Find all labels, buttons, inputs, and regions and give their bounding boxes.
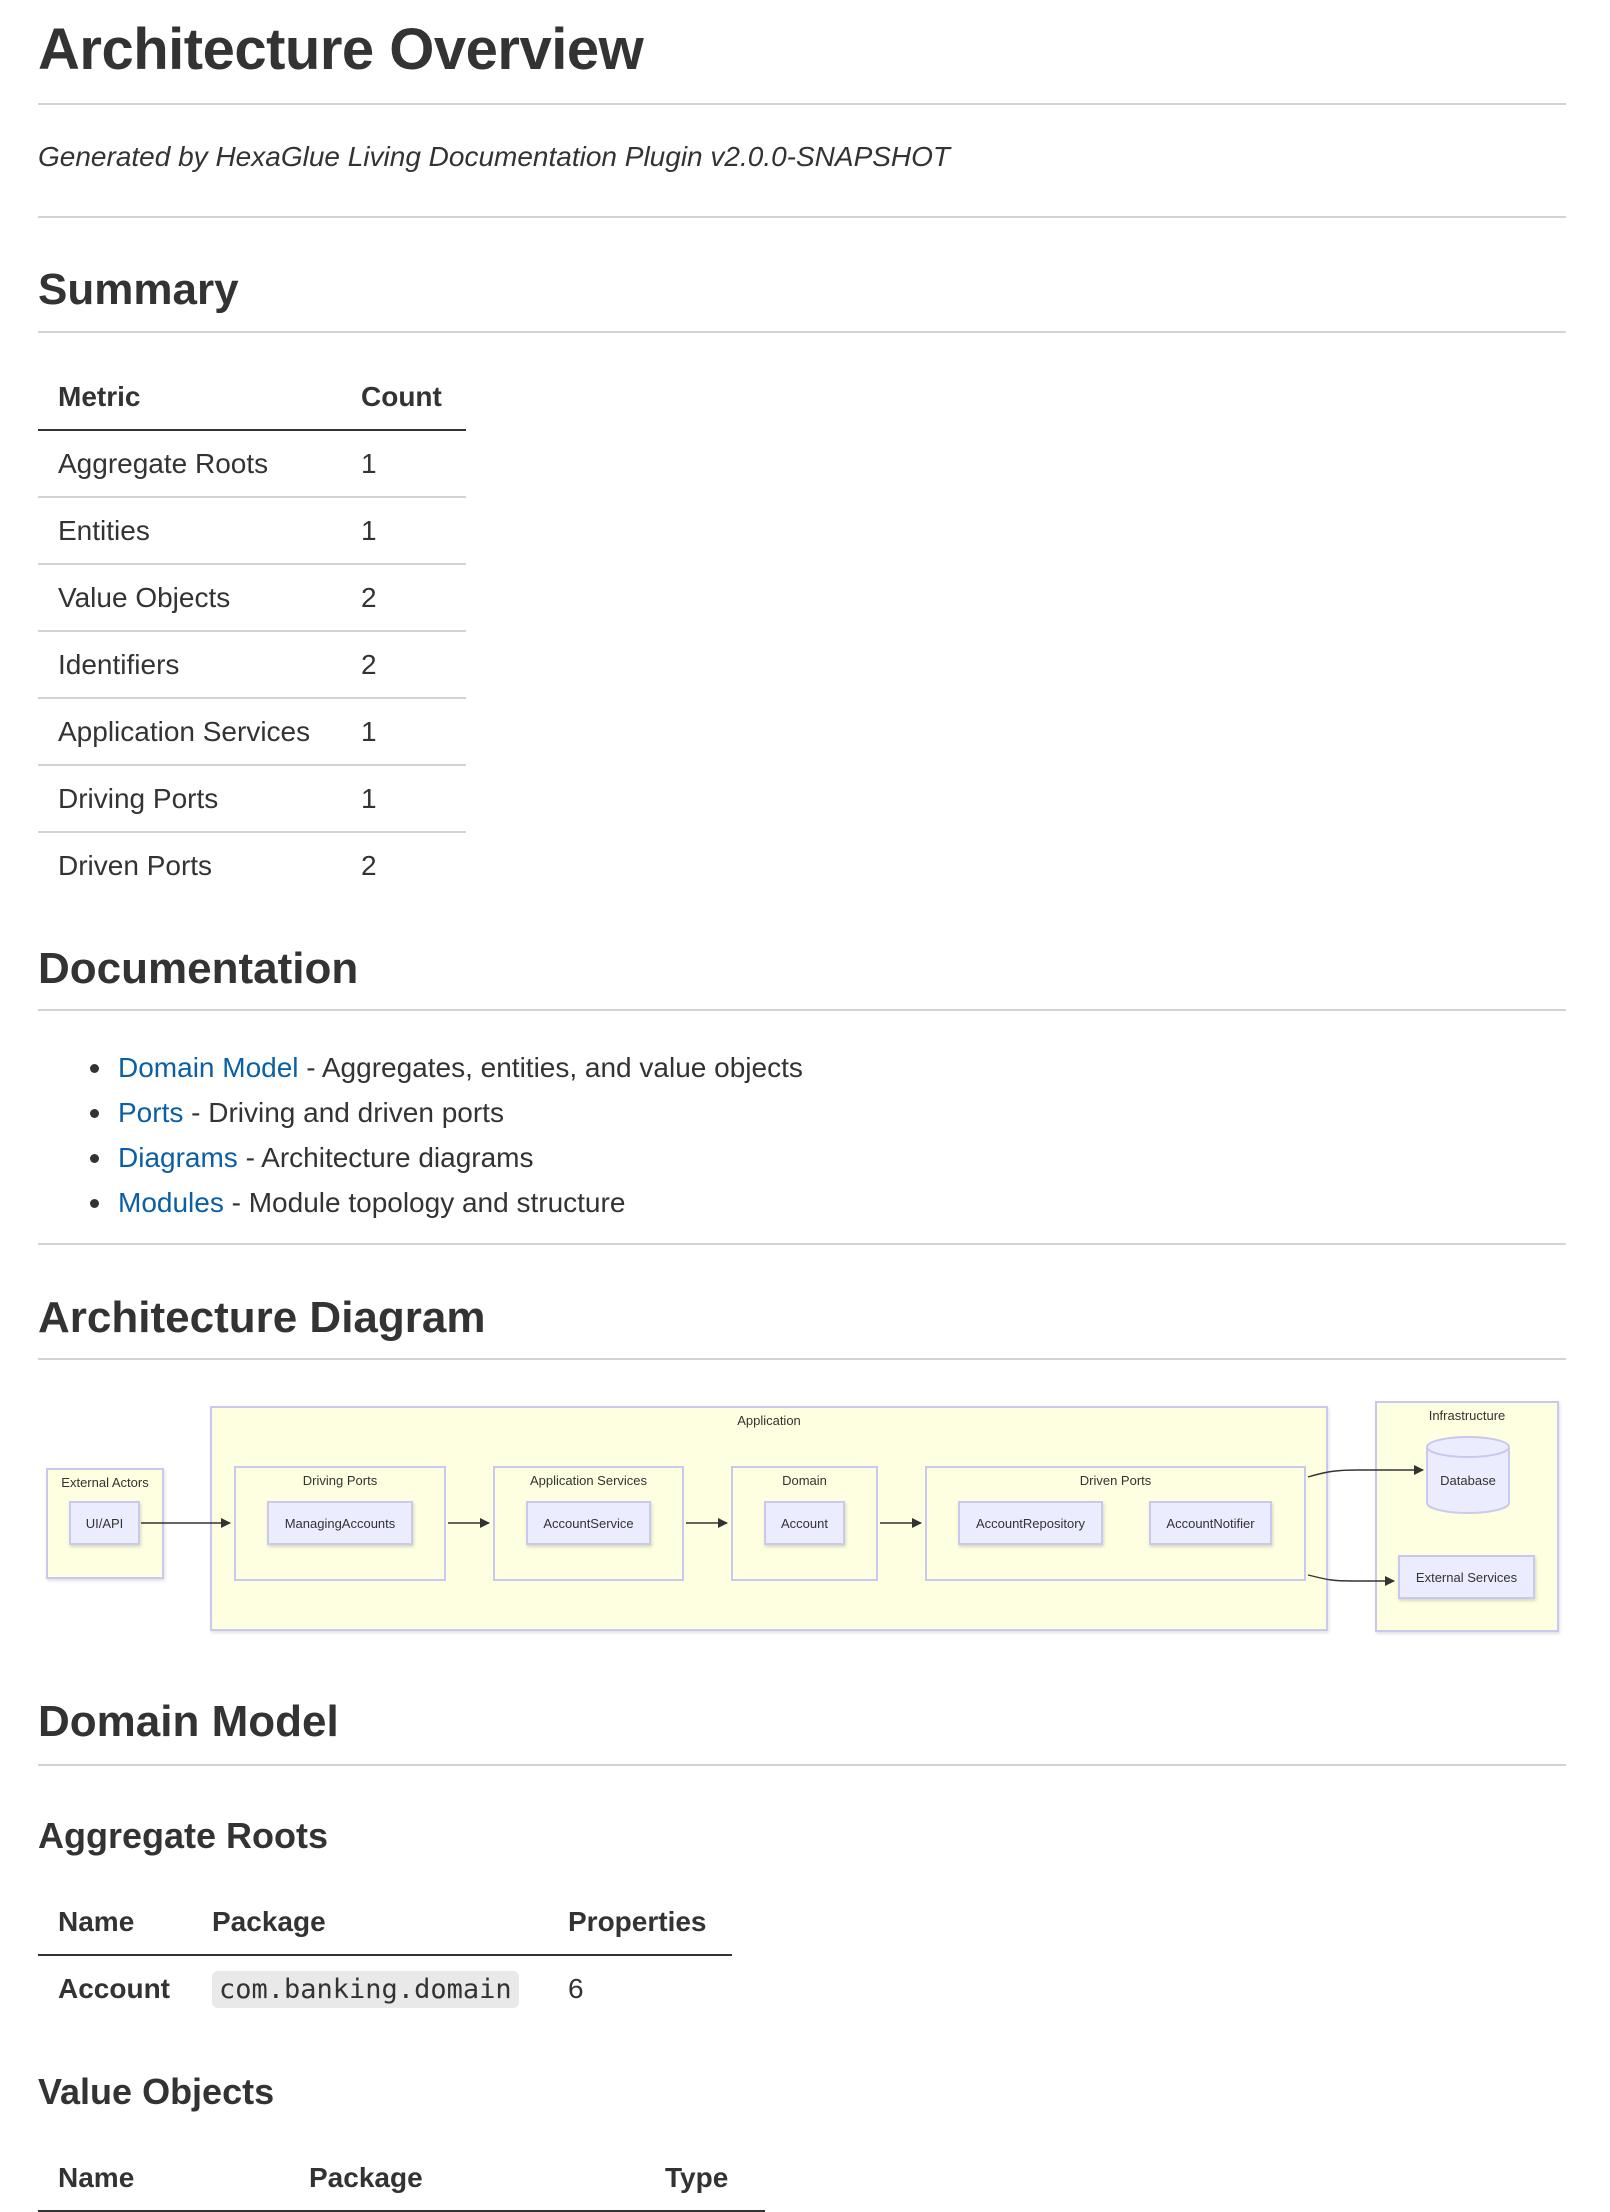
table-row: [38, 631, 466, 698]
count-cell: 2: [341, 631, 466, 698]
documentation-links: [88, 1045, 803, 1225]
group-label: Domain: [782, 1473, 827, 1488]
count-cell: 1: [341, 765, 466, 832]
architecture-diagram-heading: Architecture Diagram: [38, 1293, 486, 1342]
ui-api-node: UI/API: [69, 1501, 140, 1545]
table-row: [38, 497, 466, 564]
divider: [38, 1764, 1566, 1766]
list-item: [88, 1045, 803, 1090]
list-item: [88, 1090, 803, 1135]
aggregate-name-cell: Account: [58, 1973, 170, 2004]
account-node: Account: [764, 1501, 845, 1545]
documentation-heading: Documentation: [38, 944, 359, 993]
column-header-name: Name: [38, 2145, 289, 2211]
divider: [38, 103, 1566, 105]
link-diagrams[interactable]: Diagrams: [118, 1142, 238, 1173]
value-objects-table: [38, 2145, 765, 2212]
database-node: Database: [1440, 1472, 1496, 1488]
package-code: com.banking.domain: [212, 1971, 519, 2008]
table-row: [38, 765, 466, 832]
divider: [38, 331, 1566, 333]
metric-cell: Driving Ports: [38, 765, 341, 832]
group-label: Application: [737, 1413, 801, 1428]
count-cell: 2: [361, 850, 377, 881]
table-header-row: [38, 1889, 732, 1955]
diagram-edges: [38, 1395, 1566, 1645]
account-service-node: AccountService: [526, 1501, 651, 1545]
summary-heading: Summary: [38, 265, 239, 314]
table-header-row: [38, 364, 466, 430]
domain-model-heading: Domain Model: [38, 1697, 339, 1746]
external-services-node: External Services: [1398, 1555, 1535, 1599]
metric-cell: Application Services: [38, 698, 341, 765]
metric-cell: Aggregate Roots: [38, 430, 341, 497]
table-row: [38, 698, 466, 765]
table-row: [38, 832, 466, 899]
count-cell: 1: [341, 497, 466, 564]
column-header-count: Count: [341, 364, 466, 430]
column-header-package: Package: [192, 1889, 548, 1955]
link-description: - Driving and driven ports: [183, 1097, 504, 1128]
divider: [38, 1243, 1566, 1245]
table-row: [38, 430, 466, 497]
link-description: - Module topology and structure: [223, 1187, 626, 1218]
column-header-properties: Properties: [548, 1889, 732, 1955]
link-ports[interactable]: Ports: [118, 1097, 184, 1128]
column-header-type: Type: [645, 2145, 765, 2211]
group-label: Driven Ports: [1079, 1473, 1152, 1488]
column-header-metric: Metric: [38, 364, 341, 430]
managing-accounts-node: ManagingAccounts: [267, 1501, 413, 1545]
link-description: - Aggregates, entities, and value objects: [298, 1052, 803, 1083]
column-header-package: Package: [289, 2145, 645, 2211]
divider: [38, 1009, 1566, 1011]
value-objects-heading: Value Objects: [38, 2071, 275, 2112]
link-modules[interactable]: Modules: [118, 1187, 224, 1218]
package-cell: [192, 1955, 548, 2022]
metric-cell: Driven Ports: [58, 850, 213, 881]
properties-cell: 6: [568, 1973, 584, 2004]
table-row: [38, 564, 466, 631]
count-cell: 1: [341, 698, 466, 765]
link-domain-model[interactable]: Domain Model: [118, 1052, 299, 1083]
summary-table: [38, 364, 466, 899]
divider: [38, 216, 1566, 218]
metric-cell: Entities: [38, 497, 341, 564]
group-label: Driving Ports: [302, 1473, 378, 1488]
account-notifier-node: AccountNotifier: [1149, 1501, 1272, 1545]
count-cell: 2: [341, 564, 466, 631]
table-header-row: [38, 2145, 765, 2211]
group-label: External Actors: [61, 1475, 149, 1490]
count-cell: 1: [341, 430, 466, 497]
link-description: - Architecture diagrams: [237, 1142, 534, 1173]
page-title: Architecture Overview: [38, 17, 644, 82]
list-item: [88, 1180, 803, 1225]
aggregate-roots-table: [38, 1889, 732, 2022]
group-label: Infrastructure: [1428, 1408, 1506, 1423]
edge-driven-to-database: [1308, 1470, 1423, 1477]
account-repository-node: AccountRepository: [958, 1501, 1103, 1545]
group-label: Application Services: [529, 1473, 648, 1488]
divider: [38, 1358, 1566, 1360]
table-row: [38, 1955, 732, 2022]
generator-note: Generated by HexaGlue Living Documentation Plugin v2.0.0-SNAPSHOT: [38, 141, 951, 172]
metric-cell: Identifiers: [38, 631, 341, 698]
column-header-name: Name: [38, 1889, 192, 1955]
aggregate-roots-heading: Aggregate Roots: [38, 1815, 329, 1856]
architecture-diagram: [38, 1395, 1566, 1645]
metric-cell: Value Objects: [38, 564, 341, 631]
list-item: [88, 1135, 803, 1180]
edge-driven-to-external: [1308, 1575, 1394, 1581]
